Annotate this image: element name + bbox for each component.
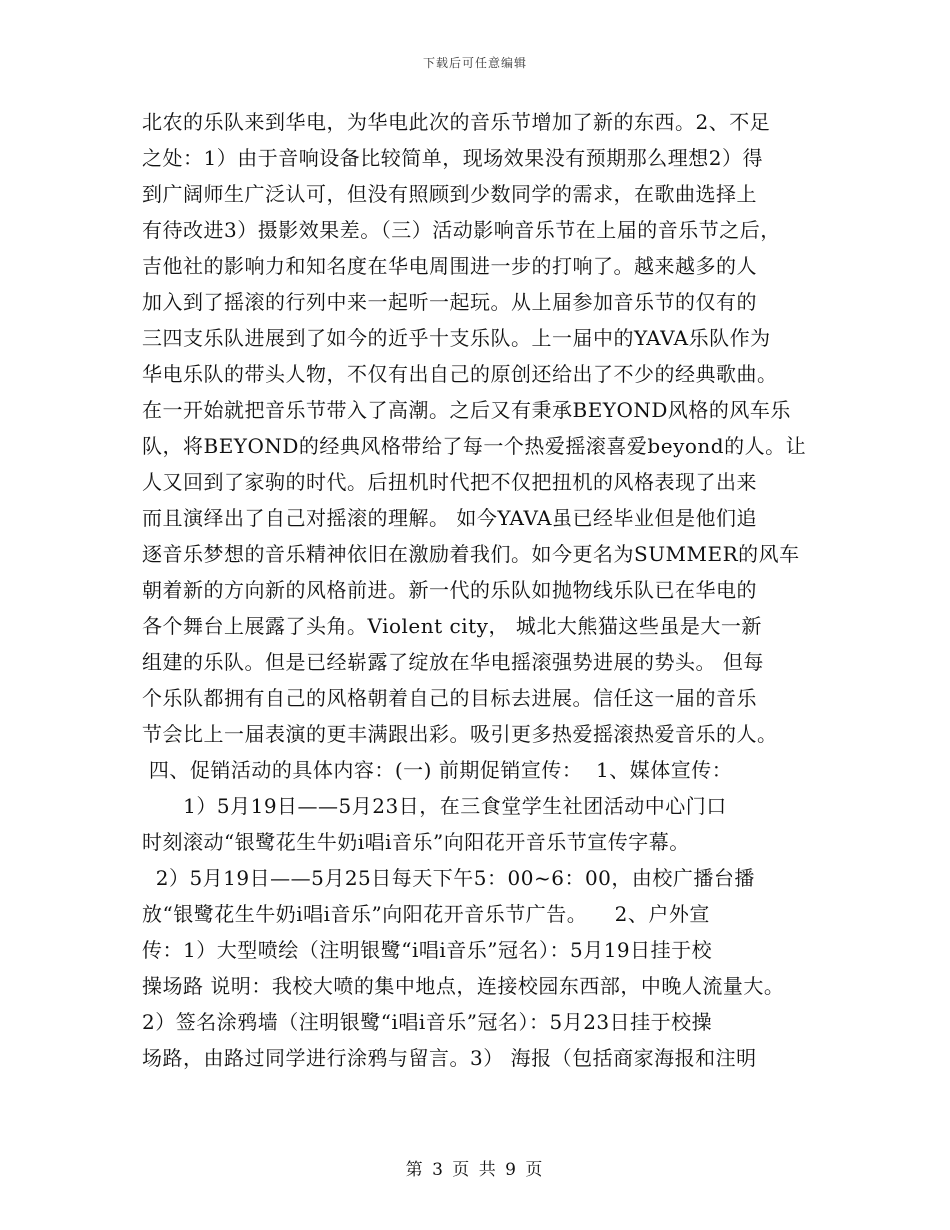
body-line: 加入到了摇滚的行列中来一起听一起玩。从上届参加音乐节的仅有的 xyxy=(142,290,757,314)
body-line: 2）5月19日——5月25日每天下午5：00~6：00，由校广播台播 xyxy=(142,866,755,890)
body-line: 节会比上一届表演的更丰满跟出彩。吸引更多热爱摇滚热爱音乐的人。 xyxy=(142,722,778,746)
body-line: 组建的乐队。但是已经崭露了绽放在华电摇滚强势进展的势头。 但每 xyxy=(142,650,764,674)
page-header: 下载后可任意编辑 xyxy=(422,56,527,70)
body-line: 而且演绎出了自己对摇滚的理解。 如今YAVA虽已经毕业但是他们追 xyxy=(142,506,757,530)
body-line: 个乐队都拥有自己的风格朝着自己的目标去进展。信任这一届的音乐 xyxy=(142,686,757,710)
body-line: 1）5月19日——5月23日，在三食堂学生社团活动中心门口 xyxy=(142,794,727,818)
body-line: 逐音乐梦想的音乐精神依旧在激励着我们。如今更名为SUMMER的风车 xyxy=(142,542,800,566)
body-line: 三四支乐队进展到了如今的近乎十支乐队。上一届中的YAVA乐队作为 xyxy=(142,326,771,350)
body-line: 场路，由路过同学进行涂鸦与留言。3） 海报（包括商家海报和注明 xyxy=(142,1046,757,1070)
body-line: 放“银鹭花生牛奶i唱i音乐”向阳花开音乐节广告。 2、户外宣 xyxy=(142,902,710,926)
body-line: 吉他社的影响力和知名度在华电周围进一步的打响了。越来越多的人 xyxy=(142,254,757,278)
body-line: 在一开始就把音乐节带入了高潮。之后又有秉承BEYOND风格的风车乐 xyxy=(142,398,791,422)
page-number: 第 3 页 共 9 页 xyxy=(405,1160,545,1180)
body-line: 2）签名涂鸦墙（注明银鹭“i唱i音乐”冠名）：5月23日挂于校操 xyxy=(142,1010,713,1034)
body-line: 华电乐队的带头人物，不仅有出自己的原创还给出了不少的经典歌曲。 xyxy=(142,362,778,386)
body-line: 到广阔师生广泛认可，但没有照顾到少数同学的需求，在歌曲选择上 xyxy=(142,182,757,206)
body-line: 之处：1）由于音响设备比较简单，现场效果没有预期那么理想2）得 xyxy=(142,146,763,170)
body-line: 四、促销活动的具体内容：(一) 前期促销宣传： 1、媒体宣传： xyxy=(142,758,733,782)
body-line: 操场路 说明：我校大喷的集中地点，连接校园东西部，中晚人流量大。 xyxy=(142,974,785,998)
body-line: 时刻滚动“银鹭花生牛奶i唱i音乐”向阳花开音乐节宣传字幕。 xyxy=(142,830,690,854)
body-line: 人又回到了家驹的时代。后扭机时代把不仅把扭机的风格表现了出来 xyxy=(142,470,757,494)
body-line: 有待改进3）摄影效果差。（三）活动影响音乐节在上届的音乐节之后， xyxy=(142,218,781,242)
body-line: 队，将BEYOND的经典风格带给了每一个热爱摇滚喜爱beyond的人。让 xyxy=(142,434,807,458)
body-line: 传：1）大型喷绘（注明银鹭“i唱i音乐”冠名）：5月19日挂于校 xyxy=(142,938,713,962)
body-line: 北农的乐队来到华电，为华电此次的音乐节增加了新的东西。2、不足 xyxy=(142,110,771,134)
body-line: 朝着新的方向新的风格前进。新一代的乐队如抛物线乐队已在华电的 xyxy=(142,578,757,602)
body-line: 各个舞台上展露了头角。Violent city， 城北大熊猫这些虽是大一新 xyxy=(142,614,762,638)
